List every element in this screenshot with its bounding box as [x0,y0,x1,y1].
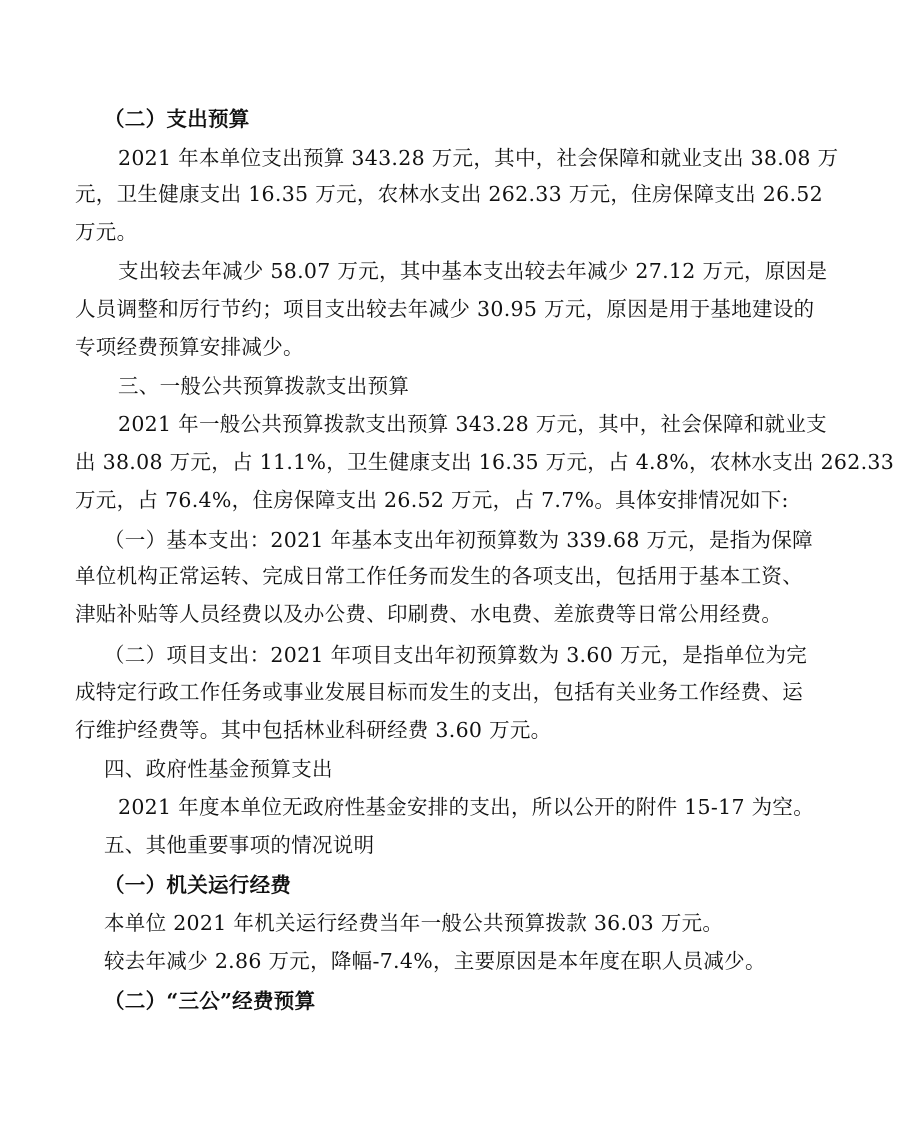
paragraph-line: 单位机构正常运转、完成日常工作任务而发生的各项支出，包括用于基本工资、 [75,564,803,588]
paragraph-line: 本单位 2021 年机关运行经费当年一般公共预算拨款 36.03 万元。 [104,911,724,935]
paragraph-line: 成特定行政工作任务或事业发展目标而发生的支出，包括有关业务工作经费、运 [75,680,803,704]
paragraph-line: 出 38.08 万元，占 11.1%，卫生健康支出 16.35 万元，占 4.8%，农林水支出 262.33 [75,450,895,474]
paragraph-line: 万元。 [75,220,138,244]
paragraph-line: 2021 年度本单位无政府性基金安排的支出，所以公开的附件 15-17 为空。 [118,795,815,819]
paragraph-line: （二）项目支出：2021 年项目支出年初预算数为 3.60 万元，是指单位为完 [104,643,808,667]
paragraph-line: 元，卫生健康支出 16.35 万元，农林水支出 262.33 万元，住房保障支出 26.52 [75,182,823,206]
section-heading-other-matters: 五、其他重要事项的情况说明 [104,833,375,857]
paragraph-line: 津贴补贴等人员经费以及办公费、印刷费、水电费、差旅费等日常公用经费。 [75,602,783,626]
subheading-expenditure-budget: （二）支出预算 [104,107,250,131]
subheading-three-public-funds: （二）“三公”经费预算 [104,989,316,1013]
paragraph-line: 人员调整和厉行节约；项目支出较去年减少 30.95 万元，原因是用于基地建设的 [75,297,815,321]
paragraph-line: 行维护经费等。其中包括林业科研经费 3.60 万元。 [75,718,552,742]
paragraph-line: 2021 年本单位支出预算 343.28 万元，其中，社会保障和就业支出 38.08 万 [118,146,839,170]
section-heading-government-fund: 四、政府性基金预算支出 [104,757,333,781]
paragraph-line: 较去年减少 2.86 万元，降幅-7.4%，主要原因是本年度在职人员减少。 [104,949,766,973]
section-heading-general-budget: 三、一般公共预算拨款支出预算 [118,374,410,398]
paragraph-line: 2021 年一般公共预算拨款支出预算 343.28 万元，其中，社会保障和就业支 [118,412,827,436]
subheading-operating-funds: （一）机关运行经费 [104,873,292,897]
paragraph-line: 专项经费预算安排减少。 [75,335,304,359]
paragraph-line: 万元，占 76.4%，住房保障支出 26.52 万元，占 7.7%。具体安排情况如下: [75,488,789,512]
paragraph-line: （一）基本支出：2021 年基本支出年初预算数为 339.68 万元，是指为保障 [104,528,813,552]
paragraph-line: 支出较去年减少 58.07 万元，其中基本支出较去年减少 27.12 万元，原因是 [118,259,828,283]
